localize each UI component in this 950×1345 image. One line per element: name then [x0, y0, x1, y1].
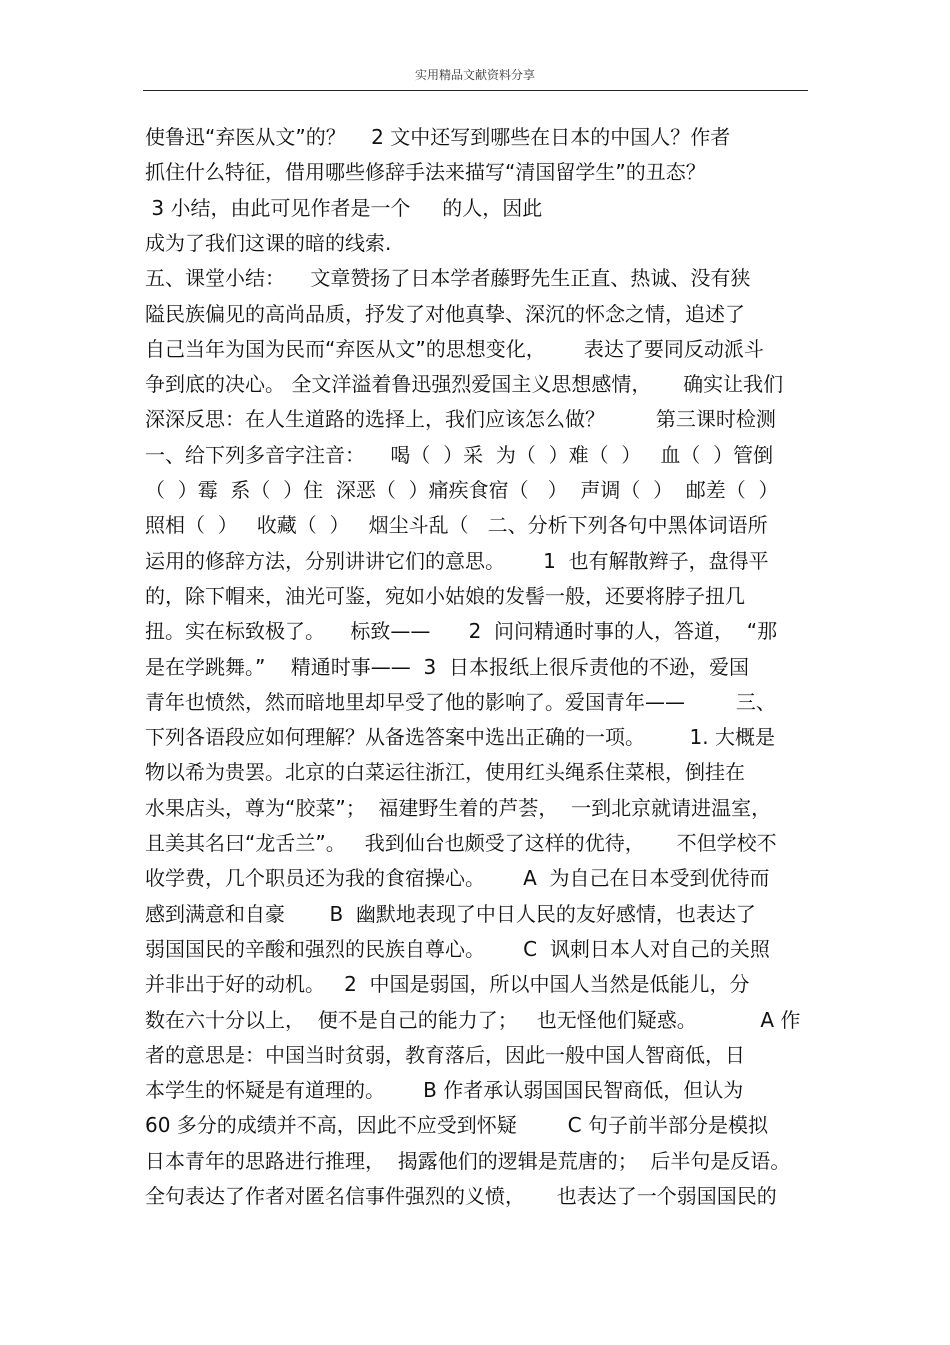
text-line: 深深反思：在人生道路的选择上，我们应该怎么做？ 第三课时检测	[145, 407, 776, 432]
text-line: 运用的修辞方法，分别讲讲它们的意思。 1 也有解散辫子，盘得平	[145, 548, 769, 573]
text-line: 数在六十分以上， 便不是自己的能力了； 也无怪他们疑惑。 A 作	[145, 1007, 801, 1032]
text-line: 水果店头，尊为“胶菜”； 福建野生着的芦荟， 一到北京就请进温室，	[145, 795, 772, 820]
text-line: 全句表达了作者对匿名信事件强烈的义愤， 也表达了一个弱国国民的	[145, 1184, 777, 1208]
text-line: 争到底的决心。 全文洋溢着鲁迅强烈爱国主义思想感情， 确实让我们	[145, 372, 784, 397]
text-line: 并非出于好的动机。 2 中国是弱国，所以中国人当然是低能儿，分	[145, 972, 750, 997]
text-line: 隘民族偏见的高尚品质，抒发了对他真挚、深沉的怀念之情，追述了	[145, 301, 745, 326]
text-line: 青年也愤然，然而暗地里却早受了他的影响了。爱国青年—— 三、	[145, 689, 776, 714]
text-line: 抓住什么特征，借用哪些修辞手法来描写“清国留学生”的丑态？	[145, 160, 706, 185]
text-line: 是在学跳舞。” 精通时事—— 3 日本报纸上很斥责他的不逊，爱国	[145, 654, 749, 679]
text-line: 照相（ ） 收藏（ ） 烟尘斗乱（ 二、分析下列各句中黑体词语所	[145, 513, 768, 538]
page-header: 实用精品文献资料分享	[414, 68, 535, 82]
text-line: （ ）霉 系（ ）住 深恶（ ）痛疾食宿（ ） 声调（ ） 邮差（ ）	[145, 478, 779, 502]
text-line: 自己当年为国为民而“弃医从文”的思想变化， 表达了要同反动派斗	[145, 336, 764, 361]
text-line: 收学费，几个职员还为我的食宿操心。 A 为自己在日本受到优待而	[145, 866, 770, 891]
text-line: 日本青年的思路进行推理， 揭露他们的逻辑是荒唐的； 后半句是反语。	[145, 1148, 791, 1173]
text-line: 下列各语段应如何理解？从备选答案中选出正确的一项。 1. 大概是	[145, 725, 775, 750]
text-line: 的，除下帽来，油光可鉴，宛如小姑娘的发髻一般，还要将脖子扭几	[145, 583, 745, 608]
text-line: 3 小结，由此可见作者是一个 的人，因此	[145, 195, 543, 220]
text-line: 且美其名曰“龙舌兰”。 我到仙台也颇受了这样的优待， 不但学校不	[145, 831, 777, 855]
text-line: 者的意思是：中国当时贫弱，教育落后，因此一般中国人智商低，日	[145, 1042, 745, 1067]
text-line: 弱国国民的辛酸和强烈的民族自尊心。 C 讽刺日本人对自己的关照	[145, 936, 770, 961]
text-line: 感到满意和自豪 B 幽默地表现了中日人民的友好感情，也表达了	[145, 901, 756, 926]
text-line: 本学生的怀疑是有道理的。 B 作者承认弱国国民智商低，但认为	[145, 1078, 744, 1103]
text-line: 一、给下列多音字注音： 喝（ ）采 为（ ）难（ ） 血（ ）管倒	[145, 442, 774, 467]
text-line: 物以希为贵罢。北京的白菜运往浙江，使用红头绳系住菜根，倒挂在	[145, 760, 745, 785]
text-line: 五、课堂小结： 文章赞扬了日本学者藤野先生正直、热诚、没有狭	[145, 266, 751, 291]
text-line: 成为了我们这课的暗的线索.	[145, 230, 392, 255]
text-line: 使鲁迅“弃医从文”的？ 2 文中还写到哪些在日本的中国人？作者	[145, 125, 731, 149]
text-line: 60 多分的成绩并不高，因此不应受到怀疑 C 句子前半部分是模拟	[145, 1113, 768, 1138]
text-line: 扭。实在标致极了。 标致—— 2 问问精通时事的人，答道， “那	[145, 619, 778, 644]
header-divider	[143, 90, 808, 91]
